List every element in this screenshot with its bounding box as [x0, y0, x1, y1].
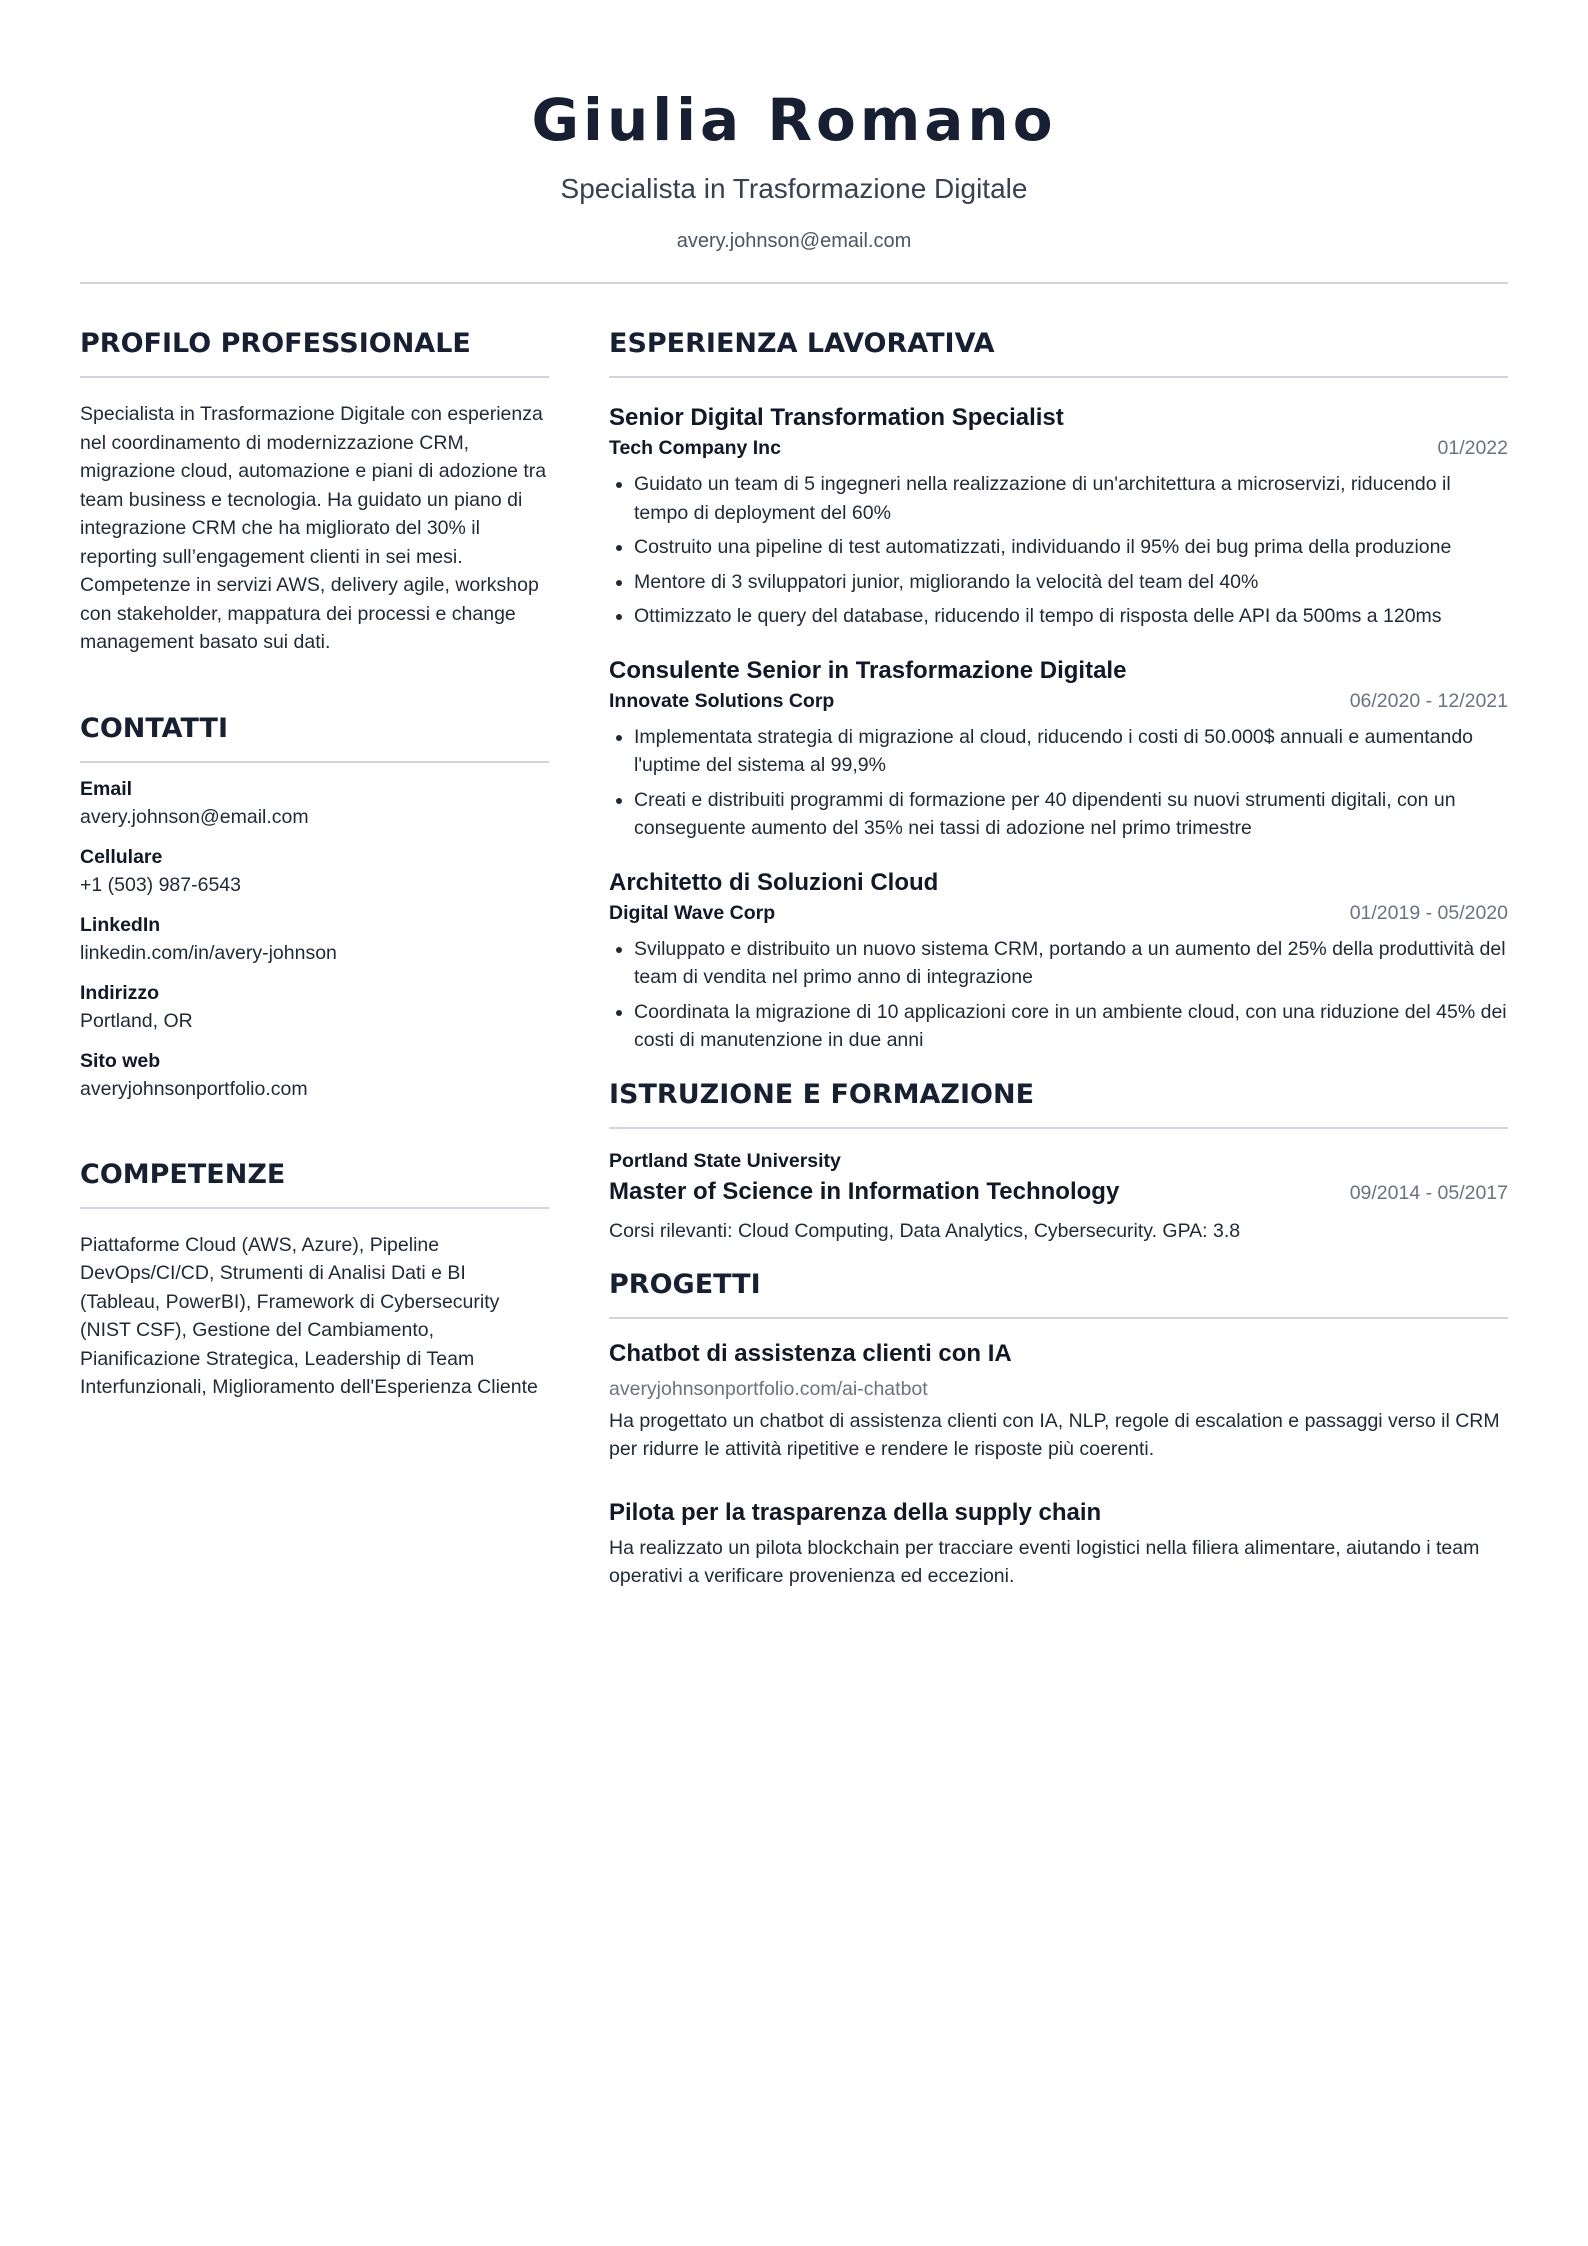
contact-label: Sito web [80, 1049, 161, 1072]
contact-item-website [80, 1047, 549, 1103]
job-bullets [609, 723, 1508, 843]
experience-section-title: ESPERIENZA LAVORATIVA [609, 324, 1508, 378]
job-bullets [609, 470, 1508, 631]
candidate-name: Giulia Romano [531, 86, 1057, 154]
contacts-section [80, 709, 549, 1103]
candidate-headline: Specialista in Trasformazione Digitale [560, 173, 1028, 204]
education-entry [609, 1147, 1508, 1245]
projects-section-title: PROGETTI [609, 1265, 1508, 1319]
job-title: Senior Digital Transformation Specialist [609, 404, 1064, 431]
contact-item-linkedin [80, 911, 549, 967]
job-entry [609, 867, 1508, 1055]
skills-section-title: COMPETENZE [80, 1155, 549, 1209]
right-column [609, 324, 1508, 1623]
job-title: Architetto di Soluzioni Cloud [609, 868, 939, 896]
job-bullet: • Coordinata la migrazione di 10 applicazioni core in un ambiente cloud, con una riduzione del 45% dei costi di manutenzione in due anni [634, 998, 1508, 1055]
job-bullet: • Sviluppato e distribuito un nuovo sistema CRM, portando a un aumento del 25% della produttività del team di vendita nel primo anno di integrazione [634, 935, 1508, 992]
contact-phone-value: +1 (503) 987-6543 [80, 873, 241, 896]
project-description: Ha progettato un chatbot di assistenza clienti con IA, NLP, regole di escalation e passaggi verso il CRM per ridurre le attività ripetitive e rendere le risposte più coerenti. [609, 1409, 1500, 1460]
experience-section [609, 324, 1508, 1055]
contact-label: LinkedIn [80, 913, 161, 936]
job-entry [609, 402, 1508, 631]
education-degree: Master of Science in Information Technology [609, 1177, 1120, 1205]
job-meta-row [609, 434, 1508, 462]
contact-label: Indirizzo [80, 981, 160, 1004]
skills-section [80, 1155, 549, 1402]
job-bullet: • Costruito una pipeline di test automatizzati, individuando il 95% dei bug prima della produzione [634, 533, 1508, 562]
education-description: Corsi rilevanti: Cloud Computing, Data Analytics, Cybersecurity. GPA: 3.8 [609, 1219, 1241, 1242]
project-entry [609, 1337, 1508, 1464]
project-entry [609, 1496, 1508, 1591]
contact-list [80, 775, 549, 1103]
left-column [80, 324, 549, 1623]
job-bullet: • Implementata strategia di migrazione al cloud, riducendo i costi di 50.000$ annuali e aumentando l'uptime del sistema al 99,9% [634, 723, 1508, 780]
project-description: Ha realizzato un pilota blockchain per tracciare eventi logistici nella filiera alimentare, aiutando i team operativi a verificare provenienza ed eccezioni. [609, 1536, 1480, 1587]
profile-section [80, 324, 549, 657]
contact-item-phone [80, 843, 549, 899]
projects-section [609, 1265, 1508, 1591]
education-date: 09/2014 - 05/2017 [1349, 1181, 1508, 1204]
education-school: Portland State University [609, 1149, 841, 1172]
contact-label: Cellulare [80, 845, 163, 868]
education-degree-row [609, 1175, 1508, 1209]
header-divider [80, 282, 1508, 284]
job-meta-row [609, 687, 1508, 715]
resume-header [80, 0, 1508, 284]
contact-address-value: Portland, OR [80, 1009, 193, 1032]
education-section-title: ISTRUZIONE E FORMAZIONE [609, 1075, 1508, 1129]
contact-linkedin-value[interactable]: linkedin.com/in/avery-johnson [80, 941, 337, 964]
contacts-section-title: CONTATTI [80, 709, 549, 763]
skills-text: Piattaforme Cloud (AWS, Azure), Pipeline DevOps/CI/CD, Strumenti di Analisi Dati e BI (Tableau, PowerBI), Framework di Cybersecurity (NIST CSF), Gestione del Cambiamento, Pianificazione Strategica, Leadership di Team Interfunzionali, Miglioramento dell'Esperienza Cliente [80, 1233, 538, 1398]
job-company: Digital Wave Corp [609, 901, 776, 924]
job-bullet: • Ottimizzato le query del database, riducendo il tempo di risposta delle API da 500ms a 120ms [634, 602, 1508, 631]
education-section [609, 1075, 1508, 1245]
job-title: Consulente Senior in Trasformazione Digitale [609, 656, 1127, 684]
job-bullet: • Creati e distribuiti programmi di formazione per 40 dipendenti su nuovi strumenti digitali, con un conseguente aumento del 35% nei tassi di adozione nel primo trimestre [634, 786, 1508, 843]
contact-email-value[interactable]: avery.johnson@email.com [80, 805, 309, 828]
contact-label: Email [80, 777, 133, 800]
profile-text: Specialista in Trasformazione Digitale con esperienza nel coordinamento di modernizzazione CRM, migrazione cloud, automazione e piani di adozione tra team business e tecnologia. Ha guidato un piano di integrazione CRM che ha migliorato del 30% il reporting sull’engagement clienti in sei mesi. Competenze in servizi AWS, delivery agile, workshop con stakeholder, mappatura dei processi e change management basato sui dati. [80, 403, 547, 653]
job-company: Tech Company Inc [609, 437, 781, 459]
job-date: 06/2020 - 12/2021 [1349, 689, 1508, 712]
job-date: 01/2019 - 05/2020 [1349, 901, 1508, 924]
job-entry [609, 655, 1508, 843]
job-bullets [609, 935, 1508, 1055]
project-title: Pilota per la trasparenza della supply chain [609, 1498, 1102, 1526]
resume-columns [80, 324, 1508, 1623]
job-bullet: • Mentore di 3 sviluppatori junior, migliorando la velocità del team del 40% [634, 568, 1508, 597]
job-date: 01/2022 [1437, 437, 1508, 459]
project-title: Chatbot di assistenza clienti con IA [609, 1339, 1012, 1367]
contact-item-email [80, 775, 549, 831]
project-link[interactable]: averyjohnsonportfolio.com/ai-chatbot [609, 1377, 928, 1400]
job-company: Innovate Solutions Corp [609, 689, 835, 712]
job-bullet: • Guidato un team di 5 ingegneri nella realizzazione di un'architettura a microservizi, riducendo il tempo di deployment del 60% [634, 470, 1508, 527]
header-email: avery.johnson@email.com [676, 230, 912, 252]
job-meta-row [609, 899, 1508, 927]
contact-website-value[interactable]: averyjohnsonportfolio.com [80, 1077, 308, 1100]
profile-section-title: PROFILO PROFESSIONALE [80, 324, 549, 378]
contact-item-address [80, 979, 549, 1035]
